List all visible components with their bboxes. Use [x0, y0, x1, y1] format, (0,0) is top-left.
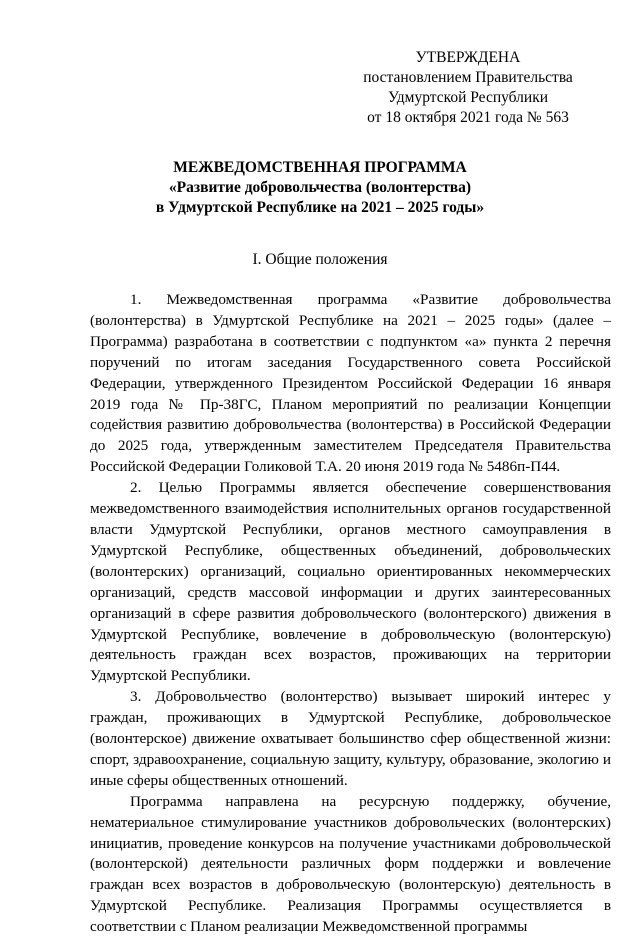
- paragraph-1: 1. Межведомственная программа «Развитие добровольчества (волонтерства) в Удмуртской Республике на 2021 – 2025 годы» (далее – Программа) разработана в соответствии с подпунктом «а» пункта 2 перечня поручений по итогам заседания Государственного совета Российской Федерации, утвержденного Президентом Российской Федерации 16 января 2019 года № Пр-38ГС, Планом мероприятий по реализации Концепции содействия развитию добровольчества (волонтерства) в Российской Федерации до 2025 года, утвержденным заместителем Председателя Правительства Российской Федерации Голиковой Т.А. 20 июня 2019 года № 5486п-П44.: [90, 291, 611, 476]
- approval-date-number: от 18 октября 2021 года № 563: [367, 109, 569, 126]
- approval-authority: постановлением Правительства: [363, 69, 573, 86]
- title-line-1: МЕЖВЕДОМСТВЕННАЯ ПРОГРАММА: [173, 159, 467, 176]
- paragraph-2: 2. Целью Программы является обеспечение совершенствования межведомственного взаимодействия исполнительных органов государственной власти Удмуртской Республики, органов местного самоуправления в Удмуртской Республике, общественных объединений, добровольческих (волонтерских) организаций, социально ориентированных некоммерческих организаций, средств массовой информации и других заинтересованных организаций в сфере развития добровольческого (волонтерского) движения в Удмуртской Республике, вовлечение в добровольческую (волонтерскую) деятельность граждан всех возрастов, проживающих на территории Удмуртской Республики.: [90, 479, 611, 685]
- paragraph-4: Программа направлена на ресурсную поддержку, обучение, нематериальное стимулирование участников добровольческих (волонтерских) инициатив, проведение конкурсов на получение участниками добровольческой (волонтерской) деятельности различных форм поддержки и вовлечение граждан всех возрастов в добровольческую (волонтерскую) деятельность в Удмуртской Республике. Реализация Программы осуществляется в соответствии с Планом реализации Межведомственной программы: [90, 792, 611, 936]
- approval-status: УТВЕРЖДЕНА: [415, 49, 521, 66]
- paragraph-3: 3. Добровольчество (волонтерство) вызывает широкий интерес у граждан, проживающих в Удмуртской Республике, добровольческое (волонтерское) движение охватывает большинство сфер общественной жизни: спорт, здравоохранение, социальную защиту, культуру, образование, экологию и иные сферы общественных отношений.: [90, 688, 611, 789]
- section-heading: I. Общие положения: [252, 251, 388, 268]
- document-title: [0, 158, 640, 218]
- approval-authority-region: Удмуртской Республики: [387, 89, 549, 106]
- approval-stamp: [348, 48, 588, 128]
- title-line-2: «Развитие добровольчества (волонтерства): [168, 179, 472, 196]
- title-line-3: в Удмуртской Республике на 2021 – 2025 годы»: [155, 199, 485, 216]
- document-body: [90, 290, 611, 938]
